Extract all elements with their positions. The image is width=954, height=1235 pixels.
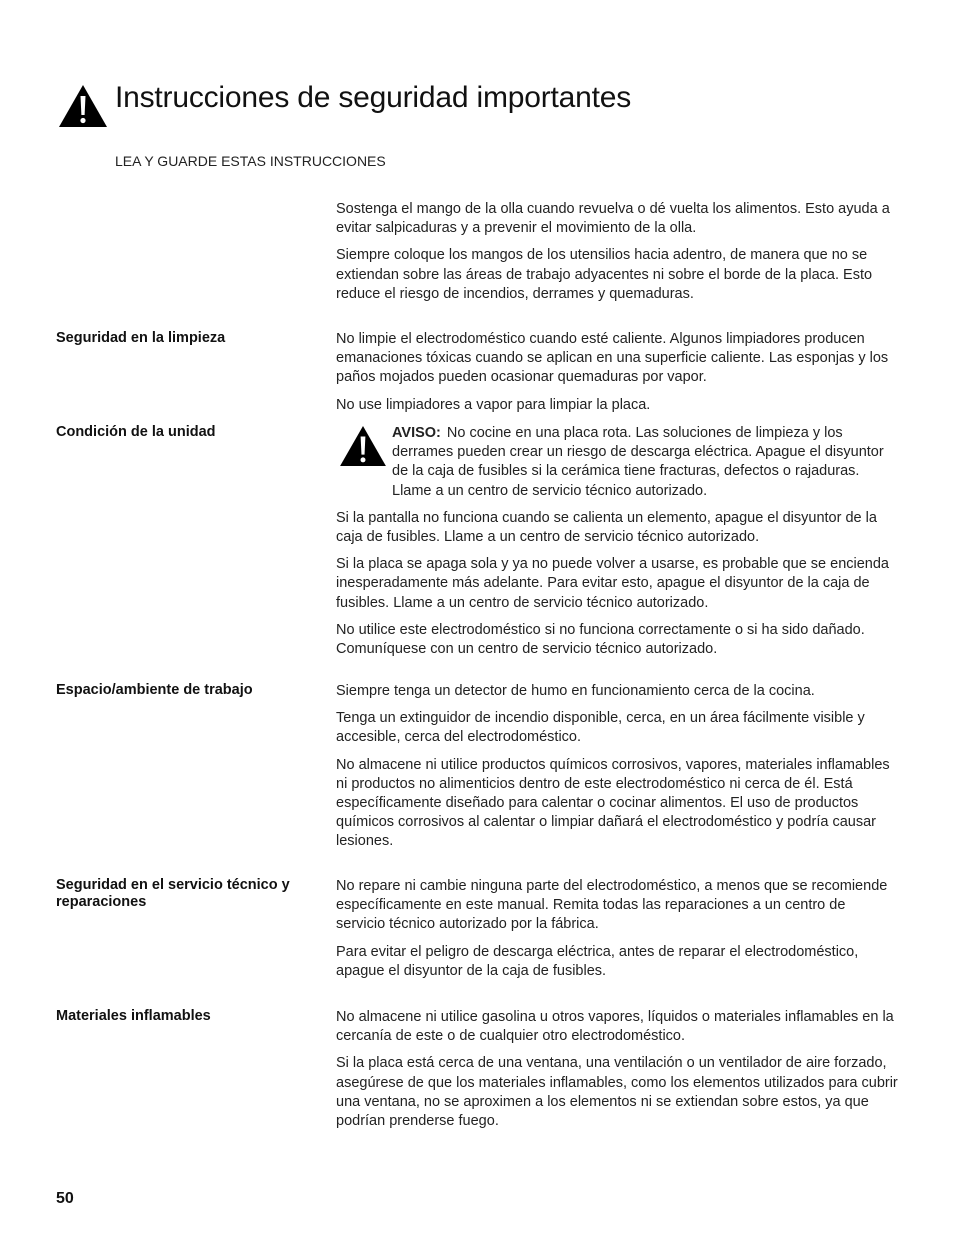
paragraph: No use limpiadores a vapor para limpiar la placa. — [336, 396, 651, 413]
warning-triangle-icon — [58, 84, 108, 128]
section-body — [336, 330, 898, 423]
section-body — [336, 877, 898, 989]
paragraph: Si la placa está cerca de una ventana, una ventilación o un ventilador de aire forzado, asegúrese de que los materiales inflamables, como los elementos utilizados para cubrir una ventana, no se aproximen a los elementos ni se extiendan sobre estos, ya que podrían prenderse fuego. — [336, 1055, 898, 1130]
paragraph: Para evitar el peligro de descarga eléctrica, antes de reparar el electrodoméstico, apague el disyuntor de la caja de fusibles. — [336, 943, 859, 979]
paragraph: Si la pantalla no funciona cuando se calienta un elemento, apague el disyuntor de la caja de fusibles. Llame a un centro de servicio técnico autorizado. — [336, 509, 877, 546]
paragraph: No limpie el electrodoméstico cuando esté caliente. Algunos limpiadores producen emanaciones tóxicas cuando se aplican en una superficie caliente. Las esponjas y los paños mojados pueden ocasionar quemaduras por vapor. — [336, 331, 889, 386]
section-label: Seguridad en el servicio técnico y reparaciones — [56, 877, 290, 910]
paragraph: Siempre tenga un detector de humo en funcionamiento cerca de la cocina. — [336, 683, 815, 699]
warning-text: No cocine en una placa rota. Las soluciones de limpieza y los derrames pueden crear un riesgo de descarga eléctrica. Apague el disyuntor de la caja de fusibles si la cerámica tiene fracturas, defectos o rajaduras. Llame a un centro de servicio técnico autorizado. — [392, 425, 884, 499]
section-body — [336, 200, 898, 312]
paragraph: No almacene ni utilice productos químicos corrosivos, vapores, materiales inflamables ni productos no alimenticios dentro de este electrodoméstico ni cerca de él. Está específicamente diseñado para calentar o cocinar alimentos. El uso de productos químicos corrosivos al calentar o limpiar dañará el electrodoméstico y podría causar lesiones. — [336, 756, 890, 850]
warning-label: AVISO: — [392, 425, 441, 441]
section-label: Condición de la unidad — [56, 424, 216, 440]
warning-triangle-icon — [339, 425, 387, 467]
paragraph: Sostenga el mango de la olla cuando revuelva o dé vuelta los alimentos. Esto ayuda a evitar salpicaduras y a prevenir el movimiento de la olla. — [336, 201, 890, 237]
paragraph: No almacene ni utilice gasolina u otros vapores, líquidos o materiales inflamables en la cercanía de este o de cualquier otro electrodoméstico. — [336, 1009, 894, 1045]
section-label: Espacio/ambiente de trabajo — [56, 682, 253, 698]
paragraph: Siempre coloque los mangos de los utensilios hacia adentro, de manera que no se extiendan sobre las áreas de trabajo adyacentes ni sobre el borde de la placa. Esto reduce el riesgo de incendios, derrames y quemaduras. — [336, 247, 873, 302]
paragraph: No repare ni cambie ninguna parte del electrodoméstico, a menos que se recomiende específicamente en este manual. Remita todas las reparaciones a un centro de servicio técnico autorizado por la fábrica. — [336, 878, 888, 933]
page-number: 50 — [56, 1190, 74, 1207]
paragraph: Tenga un extinguidor de incendio disponible, cerca, en un área fácilmente visible y accesible, cerca del electrodoméstico. — [336, 710, 865, 746]
paragraph: No utilice este electrodoméstico si no funciona correctamente o si ha sido dañado. Comuníquese con un centro de servicio técnico autorizado. — [336, 621, 865, 658]
page-title: Instrucciones de seguridad importantes — [115, 81, 632, 114]
section-body — [336, 682, 898, 860]
warning-notice — [336, 424, 898, 501]
section-body — [336, 1008, 898, 1139]
paragraph: Si la placa se apaga sola y ya no puede volver a usarse, es probable que se encienda inesperadamente más adelante. Para evitar esto, apague el disyuntor de la caja de fusibles. Llame a un centro de servicio técnico autorizado. — [336, 556, 889, 611]
section-label: Materiales inflamables — [56, 1008, 211, 1024]
section-label: Seguridad en la limpieza — [56, 330, 226, 346]
page-subtitle: LEA Y GUARDE ESTAS INSTRUCCIONES — [115, 153, 386, 169]
section-body — [336, 424, 898, 667]
warning-text-block — [392, 424, 898, 501]
